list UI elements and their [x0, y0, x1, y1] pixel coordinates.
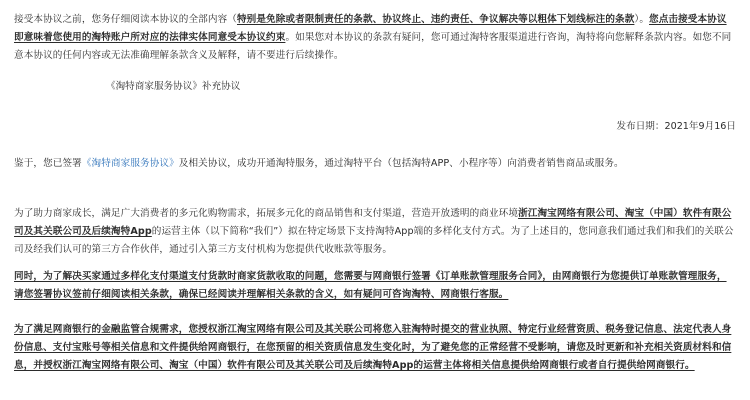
- intro-bold-clause: 特别是免除或者限制责任的条款、协议终止、违约责任、争议解决等以粗体下划线标注的条款: [236, 14, 635, 25]
- para2-text-rest: 的运营主体（以下简称“我们”）拟在特定场景下支持淘特App端的多样化支付方式。为了上述目的，您同意我们通过我们和我们的关联公司及经我们认可的第三方合作伙伴，通过引入第三方支付机构为您提供代收账款等服务。: [14, 226, 734, 255]
- intro-text-close: ）。: [634, 14, 650, 25]
- paragraph-3: 同时，为了解决买家通过多样化支付渠道支付货款时商家货款收取的问题，您需要与网商银行签署《订单账款管理服务合同》，由网商银行为您提供订单账款管理服务，请您签署协议签前仔细阅读相关条款，确保已经阅读并理解相关条款的含义，如有疑问可咨询淘特、网商银行客服。: [14, 271, 727, 300]
- publish-date: 发布日期：2021年9月16日: [616, 121, 736, 132]
- para1-text-rest: 及相关协议，成功开通淘特服务，通过淘特平台（包括淘特APP、小程序等）向消费者销售商品或服务。: [178, 158, 624, 169]
- agreement-title: 《淘特商家服务协议》补充协议: [106, 81, 241, 92]
- intro-paragraph: [14, 11, 736, 65]
- merchant-agreement-link[interactable]: 《淘特商家服务协议》: [81, 158, 179, 169]
- intro-text-rest: 。如果您对本协议的条款有疑问，您可通过淘特客服渠道进行咨询，淘特将向您解释条款内容。如您不同意本协议的任何内容或无法准确理解条款含义及解释，请不要进行后续操作。: [14, 32, 732, 61]
- para1-text: 鉴于，您已签署: [14, 158, 82, 169]
- para2-bold-entities: 浙江淘宝网络有限公司、淘宝（中国）软件有限公司及其关联公司及后续淘特App: [14, 208, 732, 237]
- para2-text: 为了助力商家成长，满足广大消费者的多元化购物需求，拓展多元化的商品销售和支付渠道，营造开放透明的商业环境: [14, 208, 519, 219]
- intro-bold-agreement: 您点击接受本协议即意味着您使用的淘特账户所对应的法律实体同意受本协议约束: [14, 14, 727, 43]
- paragraph-2: [14, 205, 736, 259]
- intro-text: 接受本协议之前，您务仔细阅读本协议的全部内容（: [14, 14, 237, 25]
- paragraph-4: 为了满足网商银行的金融监管合规需求，您授权浙江淘宝网络有限公司及其关联公司将您入驻淘特时提交的营业执照、特定行业经营资质、税务登记信息、法定代表人身份信息、支付宝账号等相关信息和文件提供给网商银行，在您预留的相关资质信息发生变化时，为了避免您的正常经营不受影响，请您及时更新和补充相关资质材料和信息，并授权浙江淘宝网络有限公司、淘宝（中国）软件有限公司及其关联公司及后续淘特App的运营主体将相关信息提供给网商银行或者自行提供给网商银行。: [14, 324, 732, 371]
- paragraph-1: [14, 155, 736, 173]
